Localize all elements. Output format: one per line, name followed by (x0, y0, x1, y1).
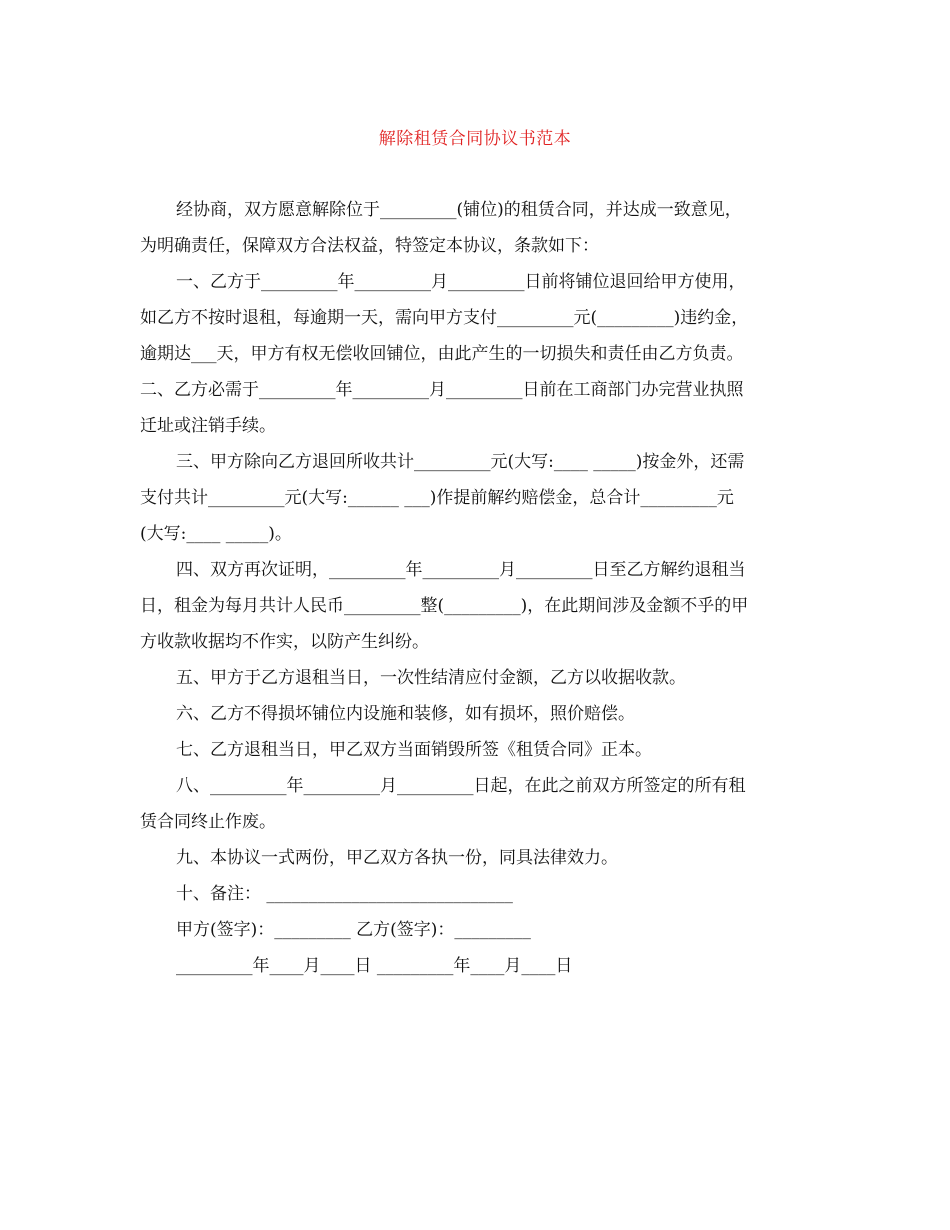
clause-2-line: 二、乙方必需于_________年_________月_________日前在工商部门办完营业执照 (140, 380, 744, 400)
clause-6-line: 六、乙方不得损坏铺位内设施和装修，如有损坏，照价赔偿。 (176, 704, 635, 724)
document-body (140, 192, 812, 984)
clause-7-line: 七、乙方退租当日，甲乙双方当面销毁所签《租赁合同》正本。 (176, 740, 652, 760)
clause-4-line: 方收款收据均不作实，以防产生纠纷。 (140, 632, 429, 652)
clause-3-line: (大写:____ _____)。 (140, 524, 292, 544)
signature-line: 甲方(签字)：_________ 乙方(签字)：_________ (176, 920, 531, 940)
clause-1-line: 如乙方不按时退租，每逾期一天，需向甲方支付_________元(_________)违约金， (140, 308, 749, 328)
clause-3-line: 支付共计_________元(大写:______ ___)作提前解约赔偿金，总合计_________元 (140, 488, 734, 508)
paragraph-intro-line: 经协商，双方愿意解除位于_________(铺位)的租赁合同，并达成一致意见， (176, 200, 742, 220)
clause-10-remarks-line: 十、备注： _____________________________ (176, 884, 513, 904)
clause-8-line: 八、_________年_________月_________日起，在此之前双方所签定的所有租 (176, 776, 746, 796)
clause-3-line: 三、甲方除向乙方退回所收共计_________元(大写:____ _____)按金外，还需 (176, 452, 745, 472)
clause-8-line: 赁合同终止作废。 (140, 812, 276, 832)
clause-9-line: 九、本协议一式两份，甲乙双方各执一份，同具法律效力。 (176, 848, 618, 868)
document-title: 解除租赁合同协议书范本 (378, 129, 572, 149)
clause-4-line: 四、双方再次证明，_________年_________月_________日至乙方解约退租当 (176, 560, 746, 580)
clause-5-line: 五、甲方于乙方退租当日，一次性结清应付金额，乙方以收据收款。 (176, 668, 686, 688)
paragraph-intro-line: 为明确责任，保障双方合法权益，特签定本协议，条款如下： (140, 236, 599, 256)
clause-1-line: 逾期达___天，甲方有权无偿收回铺位，由此产生的一切损失和责任由乙方负责。 (140, 344, 744, 364)
clause-1-line: 一、乙方于_________年_________月_________日前将铺位退回给甲方使用， (176, 272, 746, 292)
clause-2-line: 迁址或注销手续。 (140, 416, 276, 436)
clause-4-line: 日，租金为每月共计人民币_________整(_________)，在此期间涉及金额不乎的甲 (140, 596, 749, 616)
date-line: _________年____月____日 _________年____月____日 (176, 956, 573, 976)
